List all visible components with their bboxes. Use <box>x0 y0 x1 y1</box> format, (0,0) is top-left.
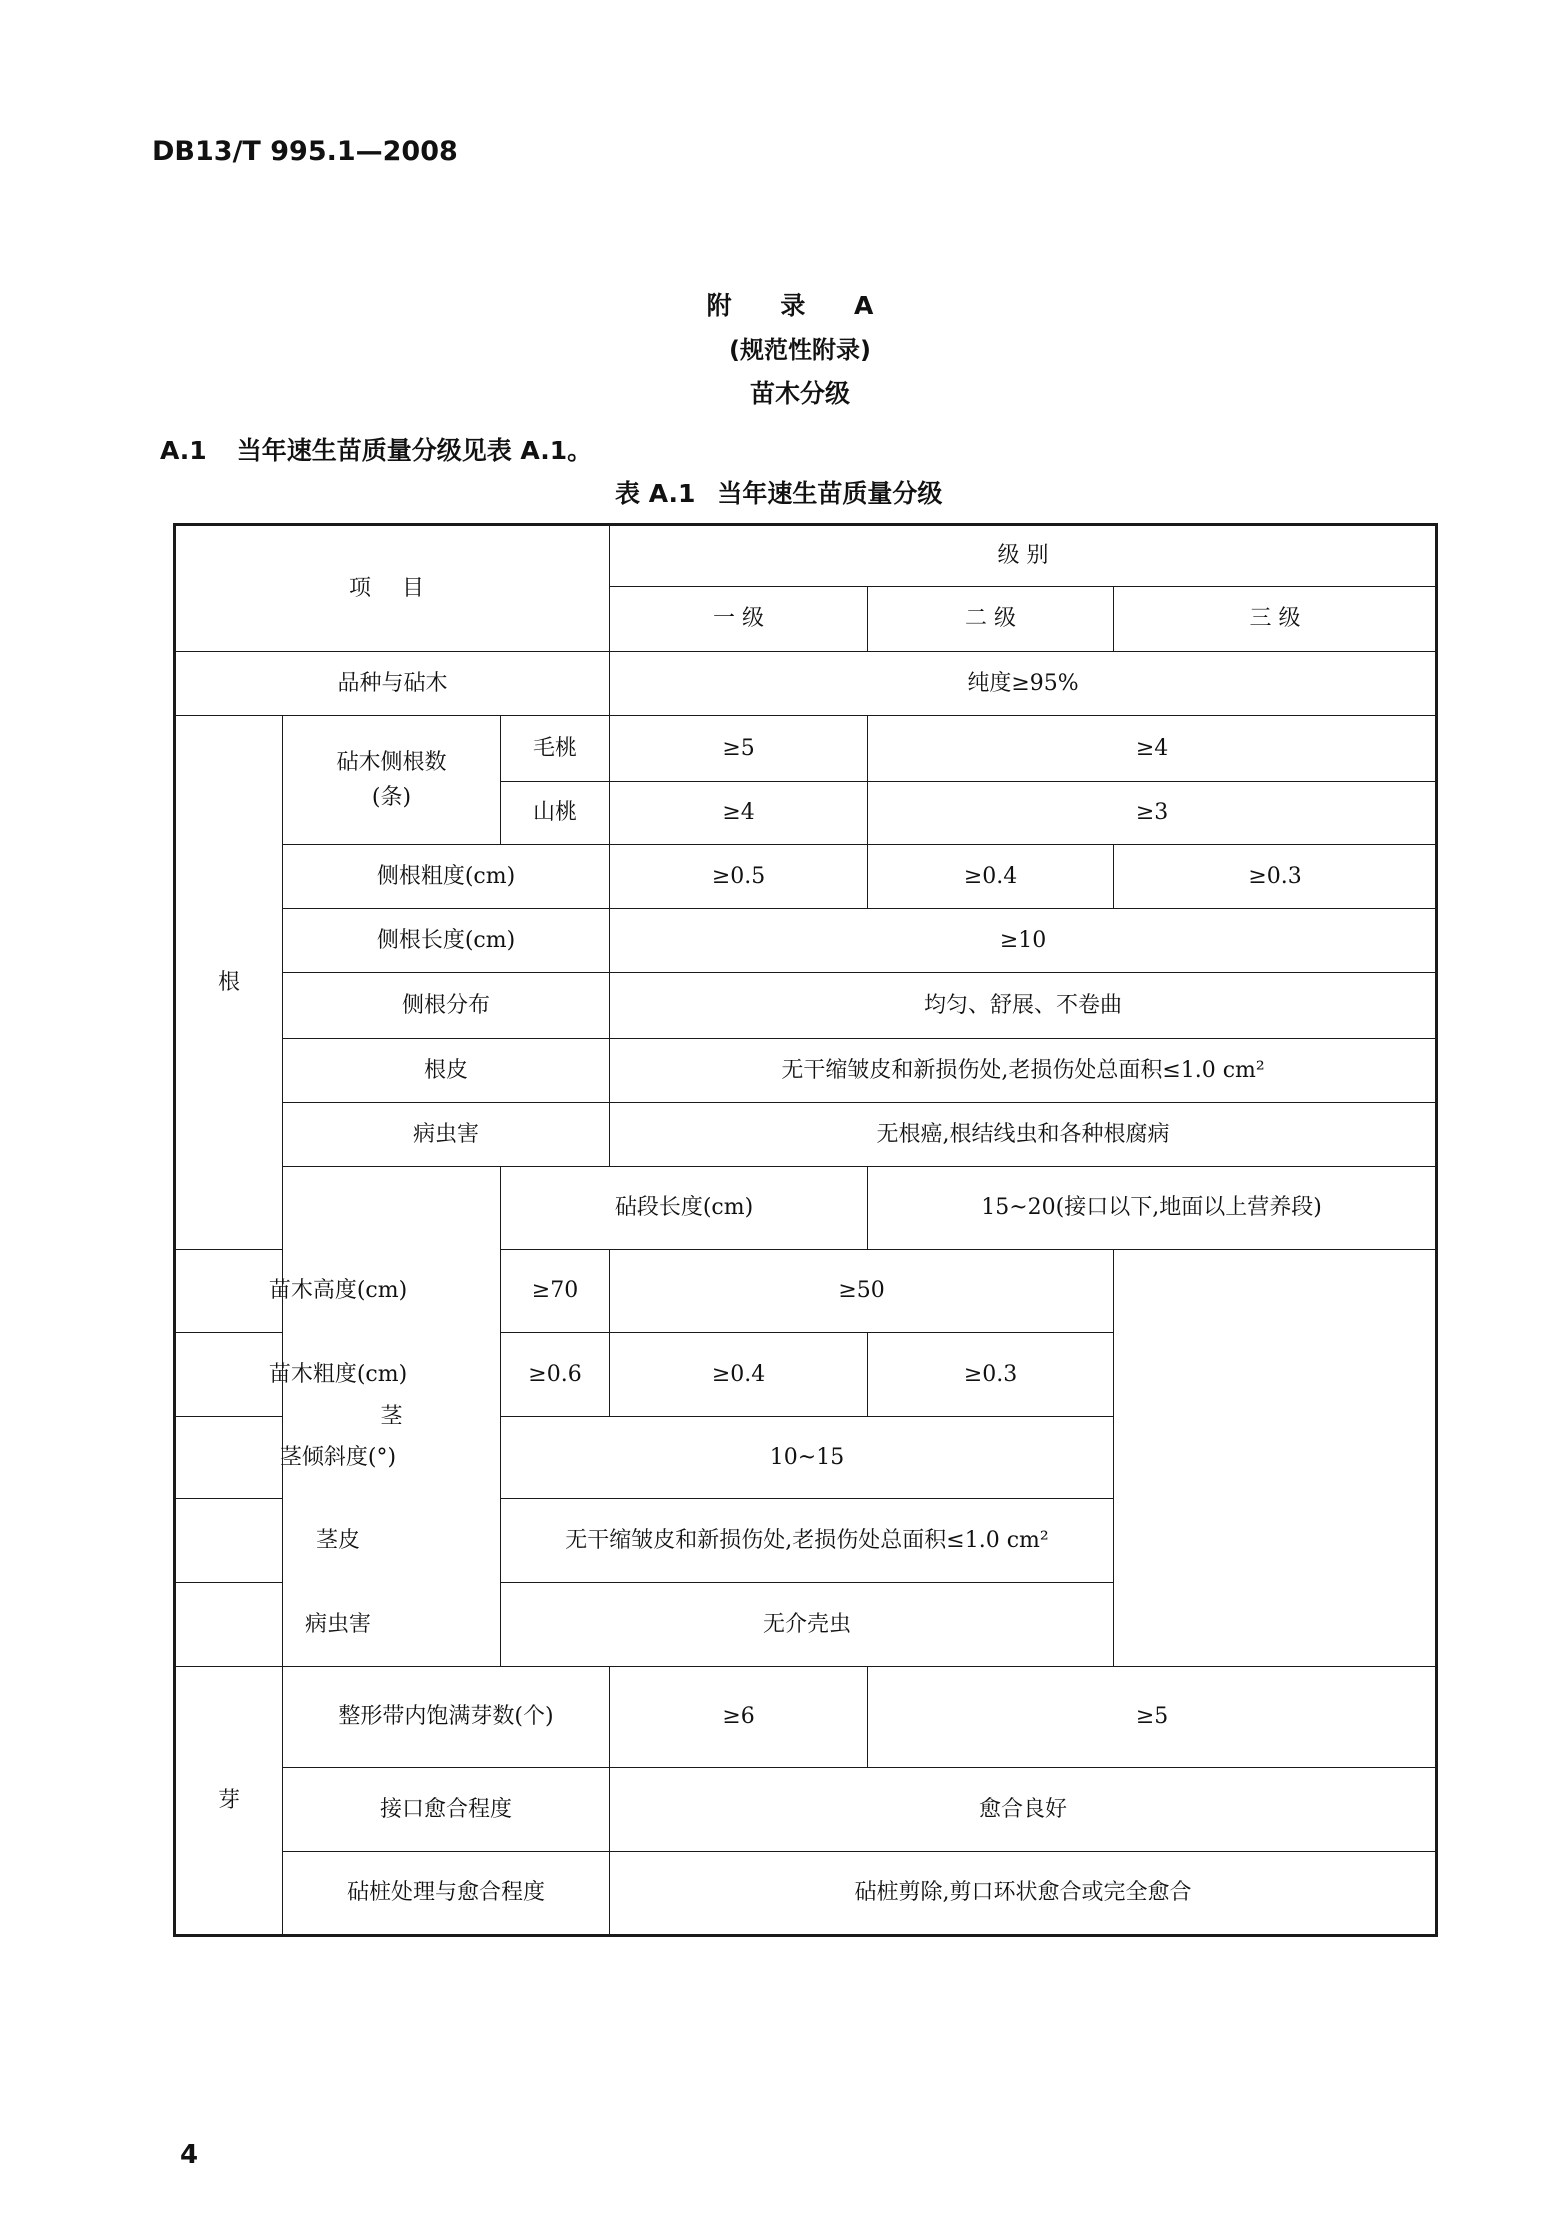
shantao-g23: ≥3 <box>868 782 1437 845</box>
header-grade-1: 一 级 <box>610 587 868 652</box>
stem-thickness-label: 苗木粗度(cm) <box>175 1333 501 1417</box>
full-buds-label: 整形带内饱满芽数(个) <box>283 1667 610 1768</box>
table-row <box>175 1499 1437 1583</box>
root-pest-label: 病虫害 <box>283 1103 610 1167</box>
table-row <box>175 1039 1437 1103</box>
group-root: 根 <box>175 716 283 1250</box>
section-number: A.1 <box>160 436 207 465</box>
table-row <box>175 909 1437 973</box>
section-text: 当年速生苗质量分级见表 A.1。 <box>236 436 593 465</box>
rootstock-length-label: 砧段长度(cm) <box>501 1167 868 1250</box>
stem-bark-value: 无干缩皱皮和新损伤处,老损伤处总面积≤1.0 cm² <box>501 1499 1114 1583</box>
variety-label: 品种与砧木 <box>175 652 610 716</box>
appendix-subtitle: (规范性附录) <box>729 336 871 364</box>
rootstock-length-value: 15~20(接口以下,地面以上营养段) <box>868 1167 1437 1250</box>
full-buds-g23: ≥5 <box>868 1667 1437 1768</box>
maotao-g1: ≥5 <box>610 716 868 782</box>
table-row <box>175 1852 1437 1936</box>
stub-label: 砧桩处理与愈合程度 <box>283 1852 610 1936</box>
table-row <box>175 1103 1437 1167</box>
stem-tilt-value: 10~15 <box>501 1417 1114 1499</box>
stub-value: 砧桩剪除,剪口环状愈合或完全愈合 <box>610 1852 1437 1936</box>
union-value: 愈合良好 <box>610 1768 1437 1852</box>
root-bark-label: 根皮 <box>283 1039 610 1103</box>
maotao-label: 毛桃 <box>501 716 610 782</box>
header-grade-3: 三 级 <box>1114 587 1437 652</box>
root-thickness-g2: ≥0.4 <box>868 845 1114 909</box>
shantao-label: 山桃 <box>501 782 610 845</box>
table-row <box>175 1167 1437 1250</box>
lateral-count-label-2: (条) <box>371 785 412 810</box>
lateral-count-label-1: 砧木侧根数 <box>336 749 447 775</box>
stem-height-label: 苗木高度(cm) <box>175 1250 501 1333</box>
table-row <box>175 1583 1437 1667</box>
root-thickness-g3: ≥0.3 <box>1114 845 1437 909</box>
stem-thickness-g1: ≥0.6 <box>501 1333 610 1417</box>
union-label: 接口愈合程度 <box>283 1768 610 1852</box>
standard-code: DB13/T 995.1—2008 <box>152 136 458 167</box>
appendix-title: 附 录 A <box>706 291 894 320</box>
header-item: 项 目 <box>175 525 610 652</box>
stem-pest-value: 无介壳虫 <box>501 1583 1114 1667</box>
table-row <box>175 1333 1437 1417</box>
variety-value: 纯度≥95% <box>610 652 1437 716</box>
table-row <box>175 1768 1437 1852</box>
root-distribution-value: 均匀、舒展、不卷曲 <box>610 973 1437 1039</box>
table-caption-text: 当年速生苗质量分级 <box>717 479 943 508</box>
root-pest-value: 无根癌,根结线虫和各种根腐病 <box>610 1103 1437 1167</box>
full-buds-g1: ≥6 <box>610 1667 868 1768</box>
table-row <box>175 652 1437 716</box>
header-grade-2: 二 级 <box>868 587 1114 652</box>
stem-thickness-g3: ≥0.3 <box>868 1333 1114 1417</box>
table-caption <box>615 474 942 510</box>
root-distribution-label: 侧根分布 <box>283 973 610 1039</box>
header-grade: 级 别 <box>610 525 1437 587</box>
table-row <box>175 845 1437 909</box>
table-row <box>175 1667 1437 1768</box>
section-a1 <box>160 431 592 467</box>
table-row <box>175 973 1437 1039</box>
stem-height-g1: ≥70 <box>501 1250 610 1333</box>
table-caption-number: 表 A.1 <box>615 479 696 508</box>
group-stem: 茎 <box>283 1167 501 1667</box>
appendix-name: 苗木分级 <box>749 379 850 408</box>
table-row <box>175 1417 1437 1499</box>
root-length-value: ≥10 <box>610 909 1437 973</box>
stem-tilt-label: 茎倾斜度(°) <box>175 1417 501 1499</box>
page-number: 4 <box>180 2140 199 2170</box>
table-row <box>175 525 1437 587</box>
seedling-grade-table <box>173 523 1438 1937</box>
stem-bark-label: 茎皮 <box>175 1499 501 1583</box>
root-thickness-g1: ≥0.5 <box>610 845 868 909</box>
root-bark-value: 无干缩皱皮和新损伤处,老损伤处总面积≤1.0 cm² <box>610 1039 1437 1103</box>
shantao-g1: ≥4 <box>610 782 868 845</box>
group-bud: 芽 <box>175 1667 283 1936</box>
root-length-label: 侧根长度(cm) <box>283 909 610 973</box>
table-row <box>175 1250 1437 1333</box>
table-row <box>175 716 1437 782</box>
lateral-count-label <box>283 716 501 845</box>
root-thickness-label: 侧根粗度(cm) <box>283 845 610 909</box>
stem-pest-label: 病虫害 <box>175 1583 501 1667</box>
stem-height-g23: ≥50 <box>610 1250 1114 1333</box>
stem-thickness-g2: ≥0.4 <box>610 1333 868 1417</box>
maotao-g23: ≥4 <box>868 716 1437 782</box>
